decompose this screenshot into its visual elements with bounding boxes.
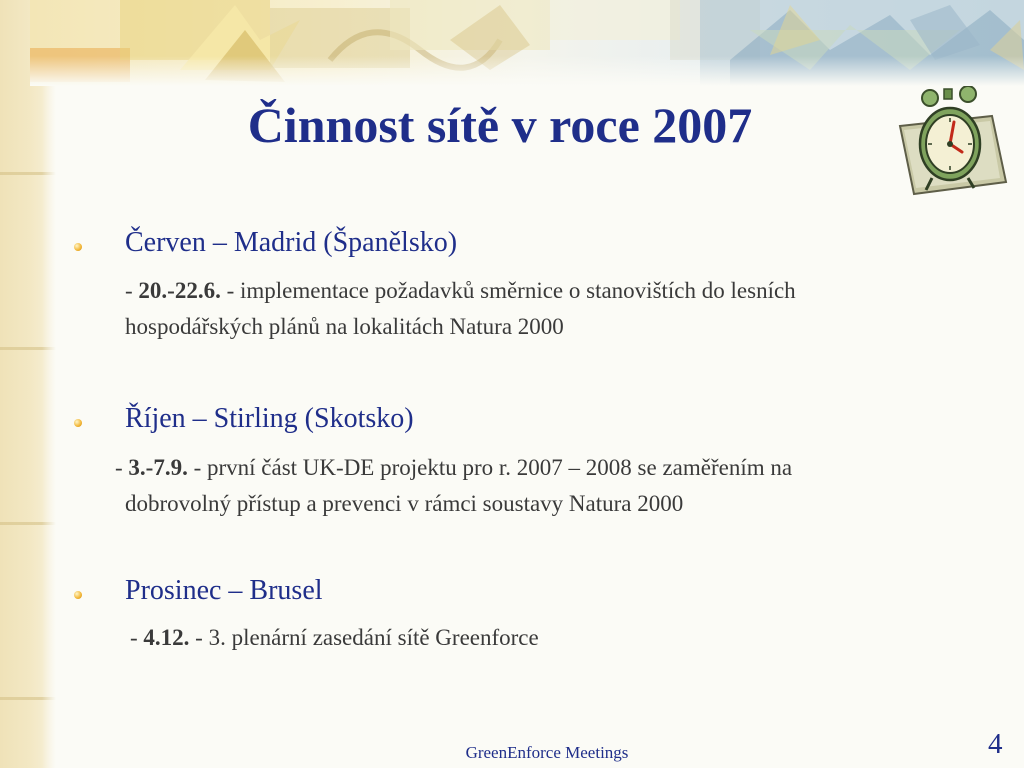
item-detail-line-1 [115, 450, 975, 486]
bullet-dot-icon [74, 419, 82, 427]
item-detail-line-2: dobrovolný přístup a prevenci v rámci soustavy Natura 2000 [125, 491, 684, 516]
item-detail-line-2: hospodářských plánů na lokalitách Natura 2000 [125, 314, 564, 339]
item-date: 20.-22.6. [138, 278, 221, 303]
item-heading-stirling: Říjen – Stirling (Skotsko) [125, 403, 414, 434]
slide-title: Činnost sítě v roce 2007 [247, 97, 753, 153]
item-description: - první část UK-DE projektu pro r. 2007 – 2008 se zaměřením na [187, 455, 793, 480]
item-detail-madrid [125, 273, 985, 345]
slide-footer: GreenEnforce Meetings [465, 743, 629, 762]
item-heading-madrid: Červen – Madrid (Španělsko) [125, 227, 458, 258]
item-detail-brusel [130, 620, 990, 656]
bullet-dot-icon [74, 591, 82, 599]
page-number: 4 [988, 728, 1003, 760]
item-date: 4.12. [143, 625, 190, 650]
item-heading-brusel: Prosinec – Brusel [125, 575, 323, 606]
item-detail-line-1 [130, 620, 990, 656]
bullet-dot-icon [74, 243, 82, 251]
detail-prefix: - [130, 625, 144, 650]
item-detail-line-1 [125, 273, 985, 309]
detail-prefix: - [115, 455, 129, 480]
item-date: 3.-7.9. [128, 455, 188, 480]
item-description: - implementace požadavků směrnice o stanovištích do lesních [220, 278, 796, 303]
detail-prefix: - [125, 278, 139, 303]
item-description: - 3. plenární zasedání sítě Greenforce [189, 625, 539, 650]
item-detail-stirling [115, 450, 975, 522]
